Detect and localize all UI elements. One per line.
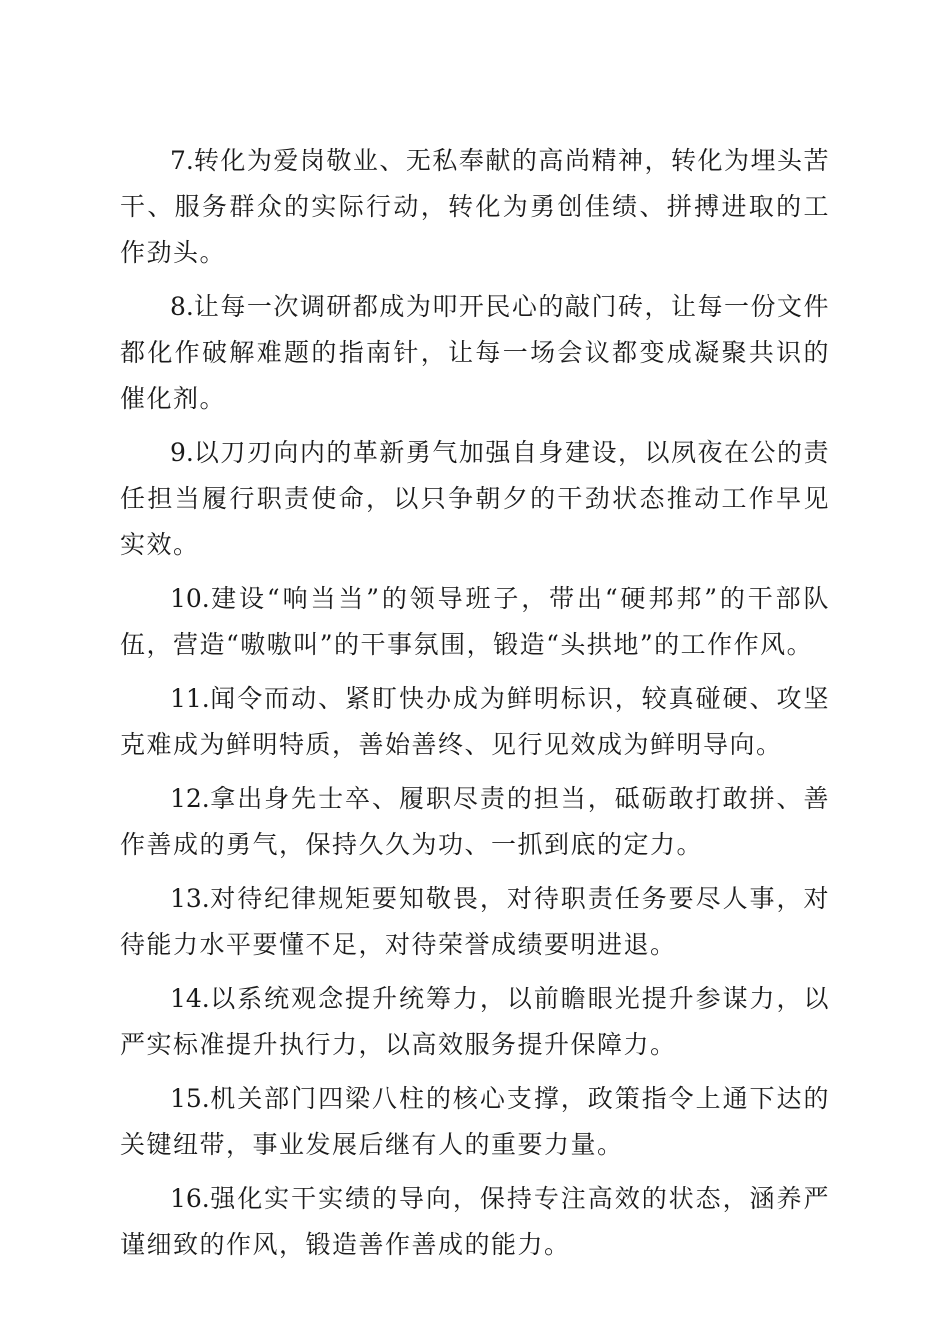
- paragraph-text: 建设“响当当”的领导班子，带出“硬邦邦”的干部队伍，营造“嗷嗷叫”的干事氛围，锻造“头拱地”的工作作风。: [120, 584, 830, 659]
- paragraph-text: 闻令而动、紧盯快办成为鲜明标识，较真碰硬、攻坚克难成为鲜明特质，善始善终、见行见效成为鲜明导向。: [120, 684, 830, 759]
- paragraph-text: 对待纪律规矩要知敬畏，对待职责任务要尽人事，对待能力水平要懂不足，对待荣誉成绩要明进退。: [120, 884, 830, 959]
- paragraph-15: [120, 1076, 830, 1168]
- paragraph-number: 14.: [170, 984, 210, 1013]
- paragraph-number: 16.: [170, 1184, 210, 1213]
- paragraph-text: 以刀刃向内的革新勇气加强自身建设，以夙夜在公的责任担当履行职责使命，以只争朝夕的干劲状态推动工作早见实效。: [120, 438, 830, 559]
- paragraph-number: 7.: [170, 146, 194, 175]
- paragraph-text: 以系统观念提升统筹力，以前瞻眼光提升参谋力，以严实标准提升执行力，以高效服务提升保障力。: [120, 984, 830, 1059]
- paragraph-text: 让每一次调研都成为叩开民心的敲门砖，让每一份文件都化作破解难题的指南针，让每一场会议都变成凝聚共识的催化剂。: [120, 292, 830, 413]
- paragraph-12: [120, 776, 830, 868]
- paragraph-9: [120, 430, 830, 568]
- paragraph-number: 12.: [170, 784, 210, 813]
- paragraph-text: 拿出身先士卒、履职尽责的担当，砥砺敢打敢拼、善作善成的勇气，保持久久为功、一抓到底的定力。: [120, 784, 830, 859]
- document-body: [120, 138, 830, 1276]
- paragraph-13: [120, 876, 830, 968]
- paragraph-8: [120, 284, 830, 422]
- paragraph-number: 15.: [170, 1084, 210, 1113]
- paragraph-number: 13.: [170, 884, 210, 913]
- paragraph-text: 转化为爱岗敬业、无私奉献的高尚精神，转化为埋头苦干、服务群众的实际行动，转化为勇创佳绩、拼搏进取的工作劲头。: [120, 146, 830, 267]
- paragraph-number: 9.: [170, 438, 194, 467]
- paragraph-text: 机关部门四梁八柱的核心支撑，政策指令上通下达的关键纽带，事业发展后继有人的重要力量。: [120, 1084, 830, 1159]
- paragraph-number: 8.: [170, 292, 194, 321]
- paragraph-7: [120, 138, 830, 276]
- paragraph-16: [120, 1176, 830, 1268]
- paragraph-text: 强化实干实绩的导向，保持专注高效的状态，涵养严谨细致的作风，锻造善作善成的能力。: [120, 1184, 830, 1259]
- paragraph-14: [120, 976, 830, 1068]
- paragraph-11: [120, 676, 830, 768]
- paragraph-number: 10.: [170, 584, 210, 613]
- paragraph-number: 11.: [170, 684, 210, 713]
- paragraph-10: [120, 576, 830, 668]
